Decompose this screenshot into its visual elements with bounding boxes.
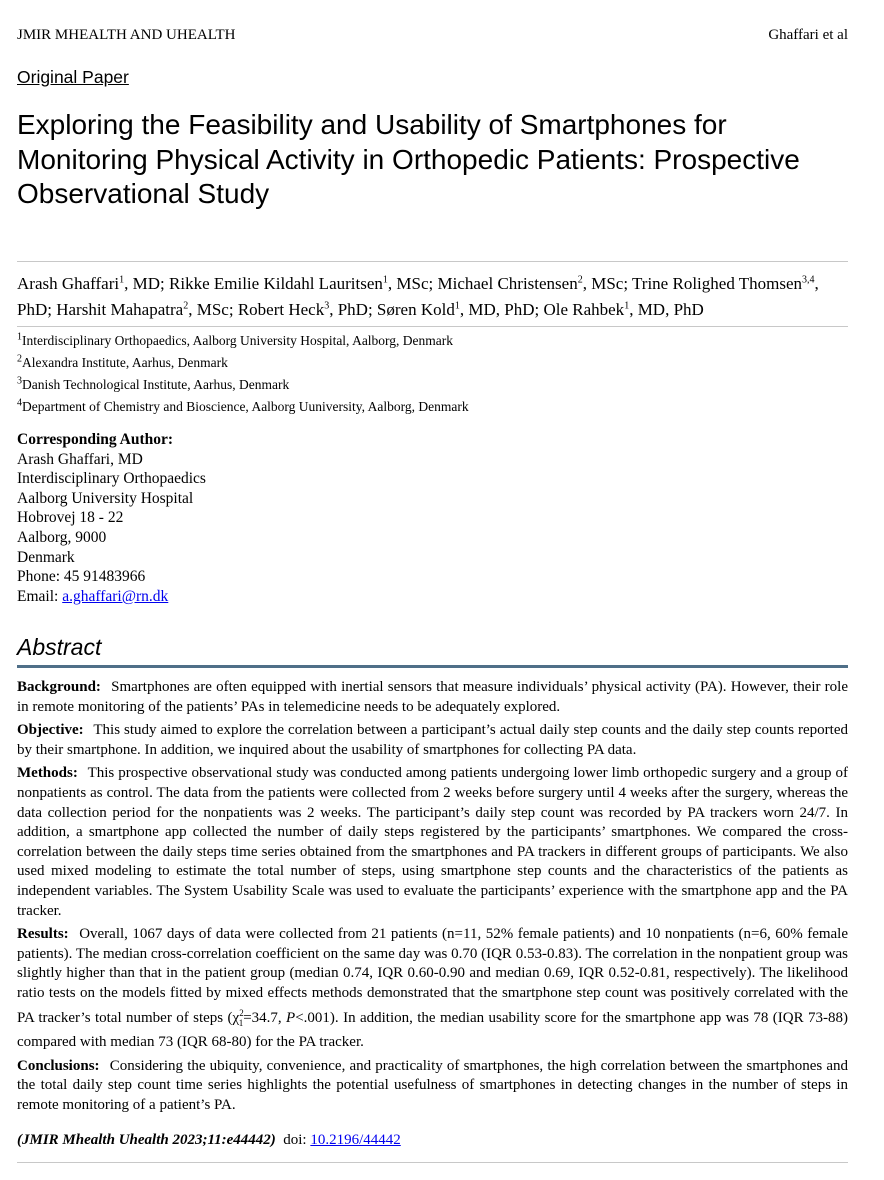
author-degrees: PhD [17, 300, 48, 319]
objective-text: This study aimed to explore the correlation between a participant’s actual daily step counts and the daily step counts reported by their smartphone. In addition, we inquired about the usability of smartphones for collecting PA data. [17, 722, 848, 758]
results-label: Results: [17, 926, 69, 943]
affiliation-number: 2 [17, 353, 22, 365]
results-text-1: Overall, 1067 days of data were collected from 21 patients (n=11, 52% female patients) and 10 nonpatients (n=6, 60% female patients). The median cross-correlation coefficient on the same day was 0.70 (IQR 0.53-0.83). The correlation in the nonpatient group was slightly higher than that in the patient group (median 0.74, IQR 0.60-0.90 and median 0.69, IQR 0.52-0.81, respectively). The likelihood ratio tests on the models fitted by mixed effects methods demonstrated that the smartphone step count was positively correlated with the PA tracker’s total number of steps ( [17, 926, 849, 1026]
author-affiliation-number: 1 [624, 300, 630, 312]
affiliation-text: Alexandra Institute, Aarhus, Denmark [22, 355, 228, 370]
corresponding-phone: Phone: 45 91483966 [17, 568, 146, 586]
affiliation [17, 396, 848, 418]
author: Rikke Emilie Kildahl Lauritsen$^1$, MSc [169, 274, 429, 293]
corresponding-country: Denmark [17, 548, 75, 566]
author-name: Michael Christensen [437, 274, 578, 293]
methods-text: This prospective observational study was conducted among patients undergoing lower limb orthopedic surgery and a group of nonpatients as control. The data from the patients were collected from 2 weeks before surgery until 4 weeks after the surgery, whereas the data collection period for the nonpatients was 2 weeks. The participant’s daily step count was recorded by PA trackers worn 24/7. In addition, a smartphone app collected the number of daily steps registered by the participants’ smartphones. We compared the cross-correlation between the daily steps time series obtained from the smartphones and PA trackers in different groups of participants. We also used mixed modeling to estimate the total number of steps, using smartphone step counts and the characteristics of the patients as independent variables. The System Usability Scale was used to evaluate the participants’ experience with the smartphone app and the PA tracker. [17, 765, 848, 919]
author-divider [17, 326, 848, 327]
author-degrees: MD, PhD [468, 300, 535, 319]
objective-label: Objective: [17, 722, 84, 739]
author-name: Rikke Emilie Kildahl Lauritsen [169, 274, 383, 293]
article-type: Original Paper [17, 67, 129, 87]
affiliation-number: 4 [17, 397, 22, 409]
author: Ole Rahbek$^1$, MD, PhD [543, 300, 704, 319]
author-name: Robert Heck [237, 300, 325, 319]
author: Michael Christensen$^2$, MSc [437, 274, 624, 293]
author: Robert Heck$^3$, PhD [237, 300, 368, 319]
affiliation [17, 374, 848, 396]
results-text-2: =34.7, [243, 1009, 287, 1026]
affiliation [17, 352, 848, 374]
conclusions-label: Conclusions: [17, 1057, 100, 1074]
abstract-conclusions [17, 1057, 848, 1116]
author: Søren Kold$^1$, MD, PhD [376, 300, 535, 319]
author-affiliation-number: 2 [577, 274, 583, 286]
background-label: Background: [17, 679, 101, 695]
abstract-body [17, 678, 848, 1119]
abstract-methods [17, 764, 848, 921]
author-degrees: MD, PhD [637, 300, 704, 319]
author-list: Arash Ghaffari$^1$, MD; Rikke Emilie Kildahl Lauritsen$^1$, MSc; Michael Christensen$^2$, MSc; Trine Rolighed Thomsen$^{3,4}$, PhD; Harshit Mahapatra$^2$, MSc; Robert Heck$^3$, PhD; Søren Kold$^1$, MD, PhD; Ole Rahbek$^1$, MD, PhD [17, 274, 819, 319]
abstract-background [17, 678, 848, 717]
doi-label: doi: [283, 1132, 307, 1148]
author-name: Arash Ghaffari [17, 274, 120, 293]
author-affiliation-number: 3,4 [802, 274, 815, 286]
author: Arash Ghaffari$^1$, MD [17, 274, 161, 293]
author-degrees: MSc [591, 274, 624, 293]
affiliation-text: Danish Technological Institute, Aarhus, Denmark [22, 377, 290, 392]
affiliation-list [17, 330, 848, 418]
corresponding-street: Hobrovej 18 - 22 [17, 509, 124, 527]
author: Trine Rolighed Thomsen$^{3,4}$, PhD [17, 274, 819, 319]
author-degrees: MSc [196, 300, 229, 319]
author-affiliation-number: 1 [119, 274, 125, 286]
corresponding-label: Corresponding Author: [17, 431, 174, 448]
corresponding-dept: Interdisciplinary Orthopaedics [17, 470, 206, 488]
corresponding-city: Aalborg, 9000 [17, 528, 107, 546]
affiliation-number: 1 [17, 331, 22, 343]
title-divider [17, 261, 848, 262]
author-degrees: MSc [396, 274, 429, 293]
corresponding-institution: Aalborg University Hospital [17, 489, 194, 507]
citation-text: (JMIR Mhealth Uhealth 2023;11:e44442) [17, 1132, 276, 1148]
email-link[interactable]: a.ghaffari@rn.dk [62, 587, 169, 605]
author-degrees: PhD [337, 300, 368, 319]
author-affiliation-number: 3 [324, 300, 330, 312]
author: Harshit Mahapatra$^2$, MSc [56, 300, 229, 319]
journal-name: JMIR MHEALTH AND UHEALTH [17, 27, 236, 43]
abstract-objective [17, 721, 848, 760]
abstract-results [17, 925, 848, 1053]
results-text-3: <.001). In addition, the median usability score for the smartphone app was 78 (IQR 73-88) compared with median 73 (IQR 68-80) for the PA tracker. [17, 1009, 849, 1051]
corresponding-name: Arash Ghaffari, MD [17, 450, 143, 468]
p-value-symbol: P [286, 1009, 296, 1026]
affiliation-text: Department of Chemistry and Bioscience, Aalborg Uuniversity, Aalborg, Denmark [22, 399, 469, 414]
chi-square-subscript: 1 [238, 1017, 244, 1028]
corresponding-author [17, 430, 848, 606]
affiliation-text: Interdisciplinary Orthopaedics, Aalborg University Hospital, Aalborg, Denmark [22, 333, 454, 348]
author-affiliation-number: 1 [454, 300, 460, 312]
running-author: Ghaffari et al [768, 27, 848, 43]
running-header [17, 27, 848, 44]
chi-square-symbol: χ [232, 1009, 240, 1026]
corresponding-email-line [17, 587, 848, 607]
abstract-heading: Abstract [17, 634, 102, 660]
email-label: Email: [17, 587, 63, 605]
methods-label: Methods: [17, 765, 78, 782]
author-affiliation-number: 1 [382, 274, 388, 286]
author-affiliation-number: 2 [183, 300, 189, 312]
citation-line [17, 1132, 848, 1149]
affiliation-number: 3 [17, 375, 22, 387]
author-name: Harshit Mahapatra [56, 300, 184, 319]
footer-divider [17, 1162, 848, 1163]
conclusions-text: Considering the ubiquity, convenience, and practicality of smartphones, the high correlation between the smartphones and the total daily step count time series highlights the potential usefulness of smartphones in detecting changes in the number of steps in remote monitoring of a patient’s PA. [17, 1057, 849, 1113]
author-name: Trine Rolighed Thomsen [632, 274, 803, 293]
author-name: Søren Kold [376, 300, 455, 319]
author-name: Ole Rahbek [543, 300, 625, 319]
chi-square-superscript: 2 [239, 1007, 244, 1018]
doi-link[interactable]: 10.2196/44442 [310, 1132, 401, 1148]
background-text: Smartphones are often equipped with inertial sensors that measure individuals’ physical activity (PA). However, their role in remote monitoring of the patients’ PAs in telemedicine needs to be adequately explored. [17, 679, 848, 715]
paper-title: Exploring the Feasibility and Usability of Smartphones for Monitoring Physical Activity in Orthopedic Patients: Prospective Observational Study [17, 109, 800, 209]
author-degrees: MD [132, 274, 161, 293]
abstract-rule [17, 665, 848, 668]
affiliation [17, 330, 848, 352]
